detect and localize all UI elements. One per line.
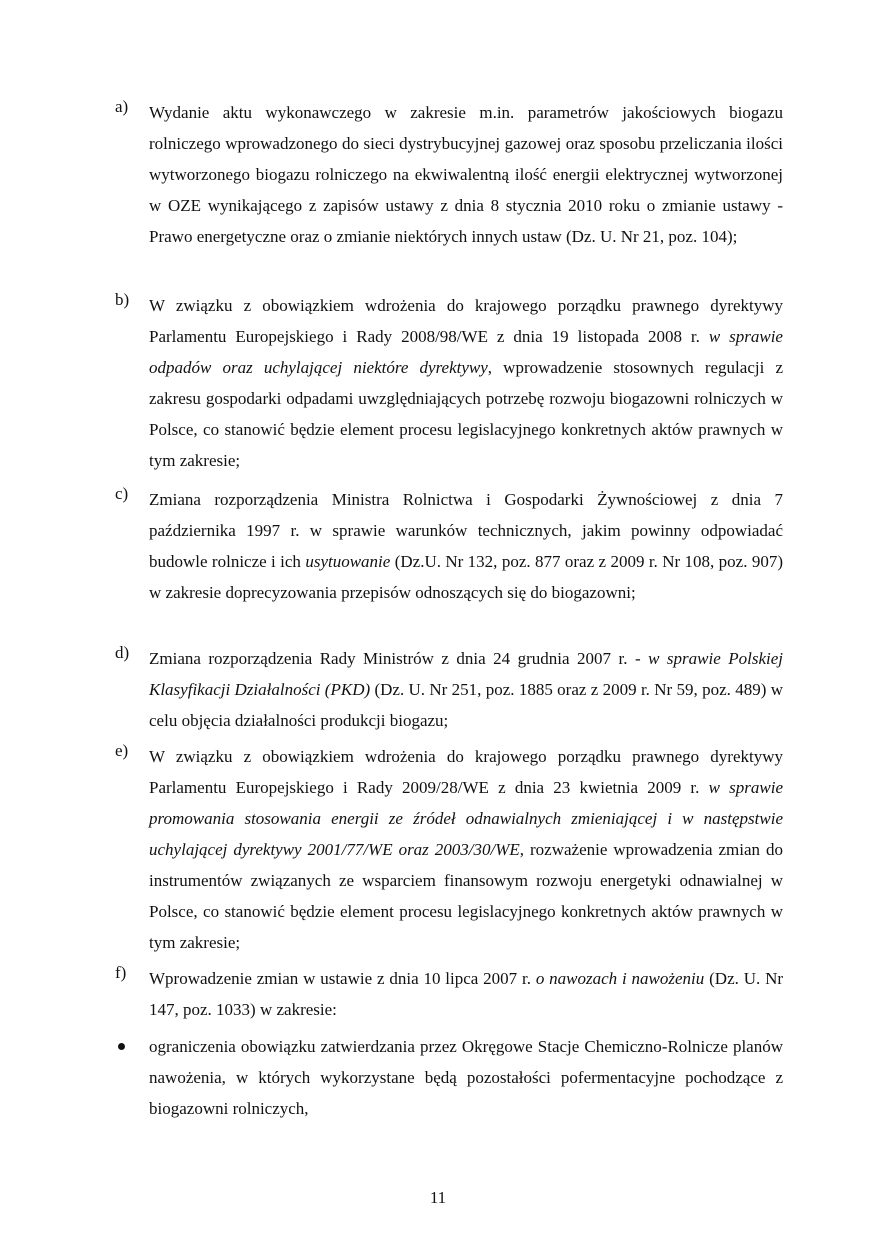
list-item-b xyxy=(115,290,783,476)
text-run: , wprowadzenie stosownych regulacji z zakresu gospodarki odpadami uwzględniających potrzebę rozwoju biogazowni rolniczych w Polsce, co stanowić będzie element procesu legislacyjnego konkretnych aktów prawnych w tym zakresie; xyxy=(149,358,783,470)
text-run: Zmiana rozporządzenia Rady Ministrów z dnia 24 grudnia 2007 r. - xyxy=(149,649,649,668)
page-number: 11 xyxy=(429,1188,447,1207)
text-run: W związku z obowiązkiem wdrożenia do krajowego porządku prawnego dyrektywy Parlamentu Europejskiego i Rady 2009/28/WE z dnia 23 kwietnia 2009 r. xyxy=(149,747,783,797)
list-marker: e) xyxy=(115,741,129,760)
bullet-item-text: ograniczenia obowiązku zatwierdzania przez Okręgowe Stacje Chemiczno-Rolnicze planów nawożenia, w których wykorzystane będą pozostałości pofermentacyjne pochodzące z biogazowni rolniczych, xyxy=(149,1037,783,1118)
italic-act-title: o nawozach i nawożeniu xyxy=(535,969,705,988)
italic-term: usytuowanie xyxy=(305,552,391,571)
list-item-text xyxy=(149,484,783,608)
text-run: Zmiana rozporządzenia Ministra Rolnictwa i Gospodarki Żywnościowej z dnia 7 października 1997 r. w sprawie warunków technicznych, jakim powinny odpowiadać budowle rolnicze i ich xyxy=(149,490,783,571)
list-marker: d) xyxy=(115,643,130,662)
list-item-text xyxy=(149,963,783,1025)
bullet-item xyxy=(115,1031,783,1124)
list-marker: f) xyxy=(115,963,127,982)
italic-act-title: w sprawie odpadów oraz uchylającej niektóre dyrektywy xyxy=(149,327,783,377)
italic-act-title: w sprawie Polskiej Klasyfikacji Działalności (PKD) xyxy=(149,649,783,699)
list-item-a xyxy=(115,97,783,252)
text-run: (Dz. U. Nr 251, poz. 1885 oraz z 2009 r. Nr 59, poz. 489) w celu objęcia działalności produkcji biogazu; xyxy=(149,680,783,730)
text-run: (Dz. U. Nr 147, poz. 1033) w zakresie: xyxy=(149,969,784,1019)
bullet-dot-icon xyxy=(118,1043,125,1050)
text-run: W związku z obowiązkiem wdrożenia do krajowego porządku prawnego dyrektywy Parlamentu Europejskiego i Rady 2008/98/WE z dnia 19 listopada 2008 r. xyxy=(149,296,783,346)
list-item-text xyxy=(149,741,783,958)
italic-act-title: w sprawie promowania stosowania energii ze źródeł odnawialnych zmieniającej i w następstwie uchylającej dyrektywy 2001/77/WE oraz 2003/30/WE xyxy=(149,778,783,859)
text-run: Wydanie aktu wykonawczego w zakresie m.in. parametrów jakościowych biogazu rolniczego wprowadzonego do sieci dystrybucyjnej gazowej oraz sposobu przeliczania ilości wytworzonego biogazu rolniczego na ekwiwalentną ilość energii elektrycznej wytworzonej w OZE wynikającego z zapisów ustawy z dnia 8 stycznia 2010 roku o zmianie ustawy - Prawo energetyczne oraz o zmianie niektórych innych ustaw (Dz. U. Nr 21, poz. 104); xyxy=(149,103,783,246)
list-item-e xyxy=(115,741,783,958)
list-marker: c) xyxy=(115,484,129,503)
list-item-text xyxy=(149,643,783,736)
text-run: Wprowadzenie zmian w ustawie z dnia 10 lipca 2007 r. xyxy=(149,969,536,988)
list-item-d xyxy=(115,643,783,736)
list-marker: a) xyxy=(115,97,129,116)
text-run: , rozważenie wprowadzenia zmian do instrumentów związanych ze wsparciem finansowym rozwoju energetyki odnawialnej w Polsce, co stanowić będzie element procesu legislacyjnego konkretnych aktów prawnych w tym zakresie; xyxy=(149,840,784,952)
list-marker: b) xyxy=(115,290,130,309)
list-item-text xyxy=(149,290,783,476)
list-item-c xyxy=(115,484,783,608)
list-item-f xyxy=(115,963,783,1025)
text-run: (Dz.U. Nr 132, poz. 877 oraz z 2009 r. Nr 108, poz. 907) w zakresie doprecyzowania przepisów odnoszących się do biogazowni; xyxy=(149,552,783,602)
list-item-text xyxy=(149,97,783,252)
